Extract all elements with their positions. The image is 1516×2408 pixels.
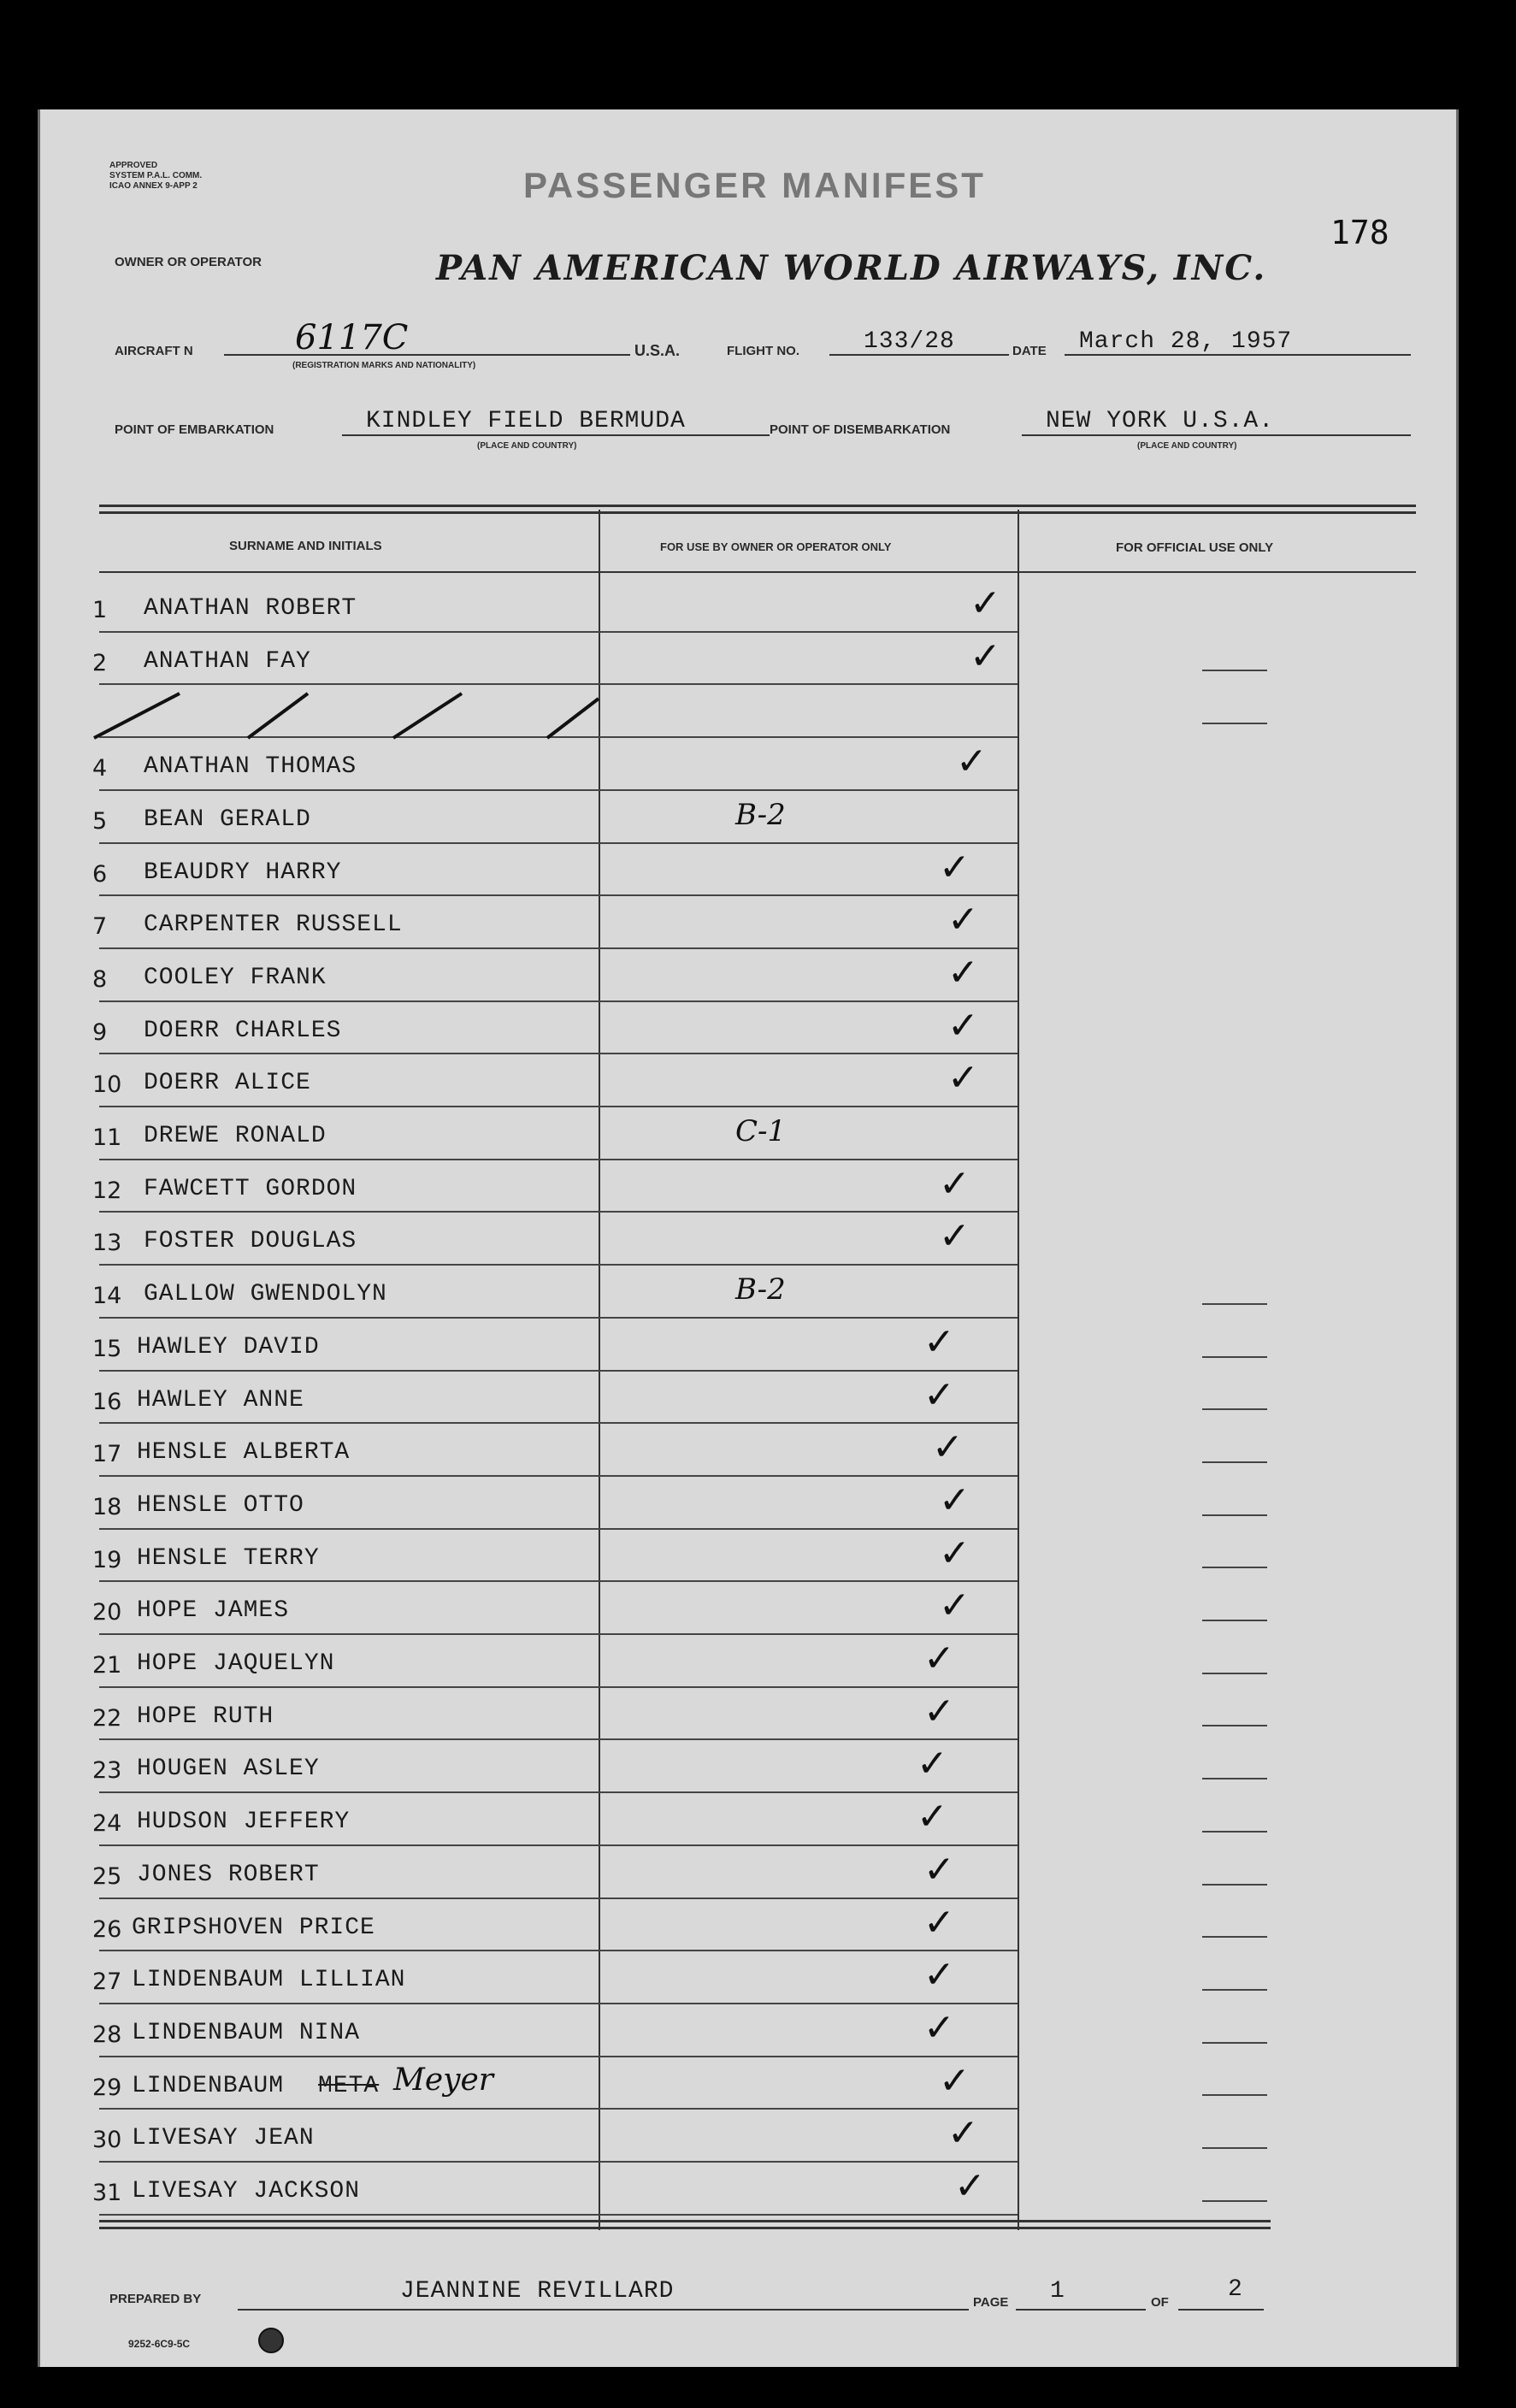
row-number: 17 bbox=[92, 1441, 122, 1468]
passenger-name: LINDENBAUM LILLIAN bbox=[132, 1967, 406, 1994]
passenger-name: ANATHAN THOMAS bbox=[144, 753, 357, 781]
row-number: 9 bbox=[92, 1018, 108, 1046]
row-rule bbox=[99, 1370, 1018, 1372]
owner-label: OWNER OR OPERATOR bbox=[115, 255, 262, 269]
passenger-name: GALLOW GWENDOLYN bbox=[144, 1281, 387, 1308]
passenger-name: DOERR CHARLES bbox=[144, 1017, 342, 1044]
check-mark: ✓ bbox=[923, 1372, 955, 1417]
owner-value: PAN AMERICAN WORLD AIRWAYS, INC. bbox=[436, 248, 1267, 288]
row-number: 12 bbox=[92, 1177, 122, 1204]
row-number: 29 bbox=[92, 2074, 122, 2101]
row-rule bbox=[99, 1264, 1018, 1266]
row-rule bbox=[99, 631, 1018, 633]
row-rule bbox=[99, 1528, 1018, 1530]
row-number: 16 bbox=[92, 1388, 122, 1415]
check-mark: ✓ bbox=[947, 950, 979, 994]
strike-line bbox=[94, 693, 180, 738]
official-use-mark bbox=[1202, 1831, 1267, 1833]
official-use-mark bbox=[1202, 1989, 1267, 1991]
row-number: 21 bbox=[92, 1652, 122, 1679]
date-value: March 28, 1957 bbox=[1079, 328, 1293, 355]
row-number: 24 bbox=[92, 1810, 122, 1838]
disembark-label: POINT OF DISEMBARKATION bbox=[770, 422, 951, 437]
check-mark: ✓ bbox=[939, 1214, 970, 1259]
passenger-name: CARPENTER RUSSELL bbox=[144, 912, 403, 939]
official-use-mark bbox=[1202, 1408, 1267, 1410]
strike-line bbox=[547, 699, 599, 738]
embark-sublabel: (PLACE AND COUNTRY) bbox=[477, 441, 577, 451]
row-number: 28 bbox=[92, 2021, 122, 2048]
row-rule bbox=[99, 1738, 1018, 1740]
check-mark: ✓ bbox=[947, 1003, 979, 1048]
passenger-name: HENSLE ALBERTA bbox=[137, 1439, 351, 1467]
row-number: 19 bbox=[92, 1546, 122, 1573]
official-use-mark bbox=[1202, 670, 1267, 671]
aircraft-label: AIRCRAFT N bbox=[115, 344, 193, 358]
column-header-surname: SURNAME AND INITIALS bbox=[229, 539, 382, 553]
page-value: 1 bbox=[1050, 2278, 1065, 2305]
column-header-official-use: FOR OFFICIAL USE ONLY bbox=[1116, 540, 1274, 555]
row-rule bbox=[99, 1791, 1018, 1793]
row-rule bbox=[99, 1633, 1018, 1635]
row-number: 13 bbox=[92, 1230, 122, 1257]
official-use-mark bbox=[1202, 1514, 1267, 1516]
passenger-name: GRIPSHOVEN PRICE bbox=[132, 1914, 375, 1941]
cancelled-row-strikes bbox=[86, 687, 616, 747]
check-mark: ✓ bbox=[917, 1742, 948, 1786]
embark-label: POINT OF EMBARKATION bbox=[115, 422, 274, 437]
visa-remark: C-1 bbox=[735, 1114, 787, 1148]
row-number: 27 bbox=[92, 1968, 122, 1996]
check-mark: ✓ bbox=[923, 1637, 955, 1680]
strike-line bbox=[248, 693, 308, 738]
row-rule bbox=[99, 1317, 1018, 1319]
row-number: 23 bbox=[92, 1757, 122, 1785]
official-use-mark bbox=[1202, 2042, 1267, 2044]
passenger-name: BEAN GERALD bbox=[144, 806, 311, 833]
row-rule bbox=[99, 1053, 1018, 1054]
passenger-name: BEAUDRY HARRY bbox=[144, 859, 342, 886]
row-rule bbox=[99, 1950, 1018, 1951]
official-use-mark bbox=[1202, 1884, 1267, 1886]
passenger-name: HOUGEN ASLEY bbox=[137, 1756, 320, 1783]
check-mark: ✓ bbox=[947, 1056, 979, 1101]
official-use-mark bbox=[1202, 1936, 1267, 1938]
check-mark: ✓ bbox=[939, 845, 970, 889]
of-underline bbox=[1178, 2309, 1264, 2311]
row-rule bbox=[99, 2214, 1018, 2216]
row-number: 26 bbox=[92, 1915, 122, 1943]
row-number: 4 bbox=[92, 755, 108, 782]
check-mark: ✓ bbox=[939, 1584, 970, 1628]
flight-label: FLIGHT NO. bbox=[727, 344, 799, 358]
check-mark: ✓ bbox=[923, 1953, 955, 1998]
row-rule bbox=[99, 842, 1018, 844]
row-number: 22 bbox=[92, 1704, 122, 1732]
approval-line-1: APPROVED bbox=[109, 161, 158, 170]
check-mark: ✓ bbox=[917, 1795, 948, 1839]
passenger-name: JONES ROBERT bbox=[137, 1861, 320, 1888]
of-value: 2 bbox=[1228, 2276, 1243, 2303]
passenger-name: LIVESAY JEAN bbox=[132, 2125, 315, 2152]
passenger-name: ANATHAN FAY bbox=[144, 647, 311, 675]
check-mark: ✓ bbox=[956, 740, 988, 784]
passenger-name: LIVESAY JACKSON bbox=[132, 2178, 361, 2204]
passenger-name: HENSLE TERRY bbox=[137, 1544, 320, 1572]
prepared-label: PREPARED BY bbox=[109, 2292, 202, 2306]
handwritten-correction: Meyer bbox=[393, 2062, 494, 2098]
row-number: 14 bbox=[92, 1283, 122, 1310]
official-use-mark bbox=[1202, 723, 1267, 724]
row-number: 15 bbox=[92, 1335, 122, 1362]
passenger-name: DREWE RONALD bbox=[144, 1123, 327, 1149]
passenger-name: FAWCETT GORDON bbox=[144, 1175, 357, 1202]
check-mark: ✓ bbox=[939, 1478, 970, 1522]
row-rule bbox=[99, 1422, 1018, 1424]
passenger-name: FOSTER DOUGLAS bbox=[144, 1228, 357, 1255]
row-number: 18 bbox=[92, 1493, 122, 1520]
passenger-name: HAWLEY DAVID bbox=[137, 1333, 320, 1360]
embark-value: KINDLEY FIELD BERMUDA bbox=[366, 408, 686, 434]
row-rule bbox=[99, 2108, 1018, 2110]
check-mark: ✓ bbox=[954, 2164, 986, 2208]
aircraft-value: 6117C bbox=[295, 318, 409, 357]
passenger-name: HOPE JAMES bbox=[137, 1597, 290, 1625]
table-bottom-rule-2 bbox=[99, 2227, 1271, 2229]
official-use-mark bbox=[1202, 1303, 1267, 1305]
passenger-name: HENSLE OTTO bbox=[137, 1491, 304, 1519]
row-rule bbox=[99, 1580, 1018, 1582]
union-label-icon bbox=[258, 2328, 284, 2353]
passenger-name: HUDSON JEFFERY bbox=[137, 1809, 351, 1836]
row-rule bbox=[99, 1159, 1018, 1160]
row-rule bbox=[99, 2056, 1018, 2057]
check-mark: ✓ bbox=[939, 1531, 970, 1575]
official-use-mark bbox=[1202, 1725, 1267, 1726]
passenger-name: HOPE RUTH bbox=[137, 1703, 274, 1730]
corner-page-number: 178 bbox=[1330, 214, 1389, 251]
disembark-underline bbox=[1022, 434, 1411, 436]
form-code: 9252-6C9-5C bbox=[128, 2338, 191, 2350]
passenger-name: DOERR ALICE bbox=[144, 1070, 311, 1097]
check-mark: ✓ bbox=[923, 1847, 955, 1892]
official-use-mark bbox=[1202, 1673, 1267, 1674]
approval-line-2: SYSTEM P.A.L. COMM. bbox=[109, 171, 203, 180]
row-number: 20 bbox=[92, 1599, 122, 1626]
table-bottom-rule bbox=[99, 2220, 1271, 2222]
page-title: PASSENGER MANIFEST bbox=[523, 165, 986, 205]
official-use-mark bbox=[1202, 2147, 1267, 2149]
row-number: 31 bbox=[92, 2180, 122, 2206]
row-number: 8 bbox=[92, 965, 108, 993]
passenger-name: LINDENBAUM NINA bbox=[132, 2019, 361, 2046]
row-rule bbox=[99, 947, 1018, 949]
table-top-rule-2 bbox=[99, 511, 1416, 514]
embark-underline bbox=[342, 434, 770, 436]
row-number: 1 bbox=[92, 597, 108, 623]
check-mark: ✓ bbox=[947, 2111, 979, 2156]
row-rule bbox=[99, 683, 1018, 685]
check-mark: ✓ bbox=[947, 898, 979, 942]
visa-remark: B-2 bbox=[735, 797, 786, 832]
check-mark: ✓ bbox=[970, 581, 1001, 625]
row-rule bbox=[99, 894, 1018, 896]
official-use-mark bbox=[1202, 1567, 1267, 1568]
row-number: 7 bbox=[92, 913, 108, 941]
row-rule bbox=[99, 1475, 1018, 1477]
passenger-name: LINDENBAUM bbox=[132, 2072, 285, 2099]
check-mark: ✓ bbox=[923, 2005, 955, 2050]
prepared-value: JEANNINE REVILLARD bbox=[400, 2278, 675, 2305]
row-rule bbox=[99, 1000, 1018, 1002]
official-use-mark bbox=[1202, 1620, 1267, 1621]
check-mark: ✓ bbox=[970, 634, 1001, 678]
row-rule bbox=[99, 1844, 1018, 1846]
check-mark: ✓ bbox=[923, 1689, 955, 1733]
row-rule bbox=[99, 789, 1018, 791]
aircraft-underline bbox=[224, 354, 630, 356]
official-use-mark bbox=[1202, 2200, 1267, 2202]
row-number: 5 bbox=[92, 807, 108, 835]
of-label: OF bbox=[1151, 2295, 1169, 2310]
prepared-underline bbox=[238, 2309, 969, 2311]
check-mark: ✓ bbox=[923, 1319, 955, 1364]
official-use-mark bbox=[1202, 1356, 1267, 1358]
row-number: 6 bbox=[92, 860, 108, 888]
disembark-sublabel: (PLACE AND COUNTRY) bbox=[1137, 441, 1237, 451]
official-use-mark bbox=[1202, 2094, 1267, 2096]
approval-line-3: ICAO ANNEX 9-APP 2 bbox=[109, 181, 198, 191]
column-divider-2 bbox=[1018, 510, 1019, 2230]
passenger-name: ANATHAN ROBERT bbox=[144, 595, 357, 622]
check-mark: ✓ bbox=[939, 1161, 970, 1206]
disembark-value: NEW YORK U.S.A. bbox=[1046, 408, 1275, 434]
check-mark: ✓ bbox=[923, 1900, 955, 1945]
row-number: 10 bbox=[92, 1071, 122, 1099]
row-number: 11 bbox=[92, 1124, 122, 1151]
row-rule bbox=[99, 1686, 1018, 1688]
table-top-rule bbox=[99, 505, 1416, 507]
row-rule bbox=[99, 1106, 1018, 1107]
row-rule bbox=[99, 1897, 1018, 1899]
official-use-mark bbox=[1202, 1778, 1267, 1779]
official-use-mark bbox=[1202, 1461, 1267, 1463]
row-number: 25 bbox=[92, 1862, 122, 1890]
page-label: PAGE bbox=[973, 2295, 1009, 2310]
check-mark: ✓ bbox=[939, 2058, 970, 2103]
page-underline bbox=[1016, 2309, 1146, 2311]
row-rule bbox=[99, 2161, 1018, 2163]
visa-remark: B-2 bbox=[735, 1272, 786, 1307]
row-rule bbox=[99, 1211, 1018, 1213]
passenger-name: HOPE JAQUELYN bbox=[137, 1650, 335, 1677]
row-rule bbox=[99, 2003, 1018, 2004]
usa-label: U.S.A. bbox=[634, 342, 681, 359]
passenger-name: HAWLEY ANNE bbox=[137, 1386, 304, 1414]
column-header-owner-use: FOR USE BY OWNER OR OPERATOR ONLY bbox=[660, 540, 892, 553]
table-header-rule bbox=[99, 571, 1416, 573]
struck-initial: META bbox=[318, 2072, 380, 2099]
approval-stamp bbox=[109, 161, 202, 192]
aircraft-sublabel: (REGISTRATION MARKS AND NATIONALITY) bbox=[292, 361, 476, 370]
passenger-name: COOLEY FRANK bbox=[144, 964, 327, 991]
check-mark: ✓ bbox=[932, 1425, 964, 1470]
date-label: DATE bbox=[1012, 344, 1047, 358]
strike-line bbox=[393, 693, 462, 738]
row-number: 2 bbox=[92, 649, 108, 676]
flight-value: 133/28 bbox=[864, 328, 955, 355]
row-number: 30 bbox=[92, 2127, 122, 2154]
